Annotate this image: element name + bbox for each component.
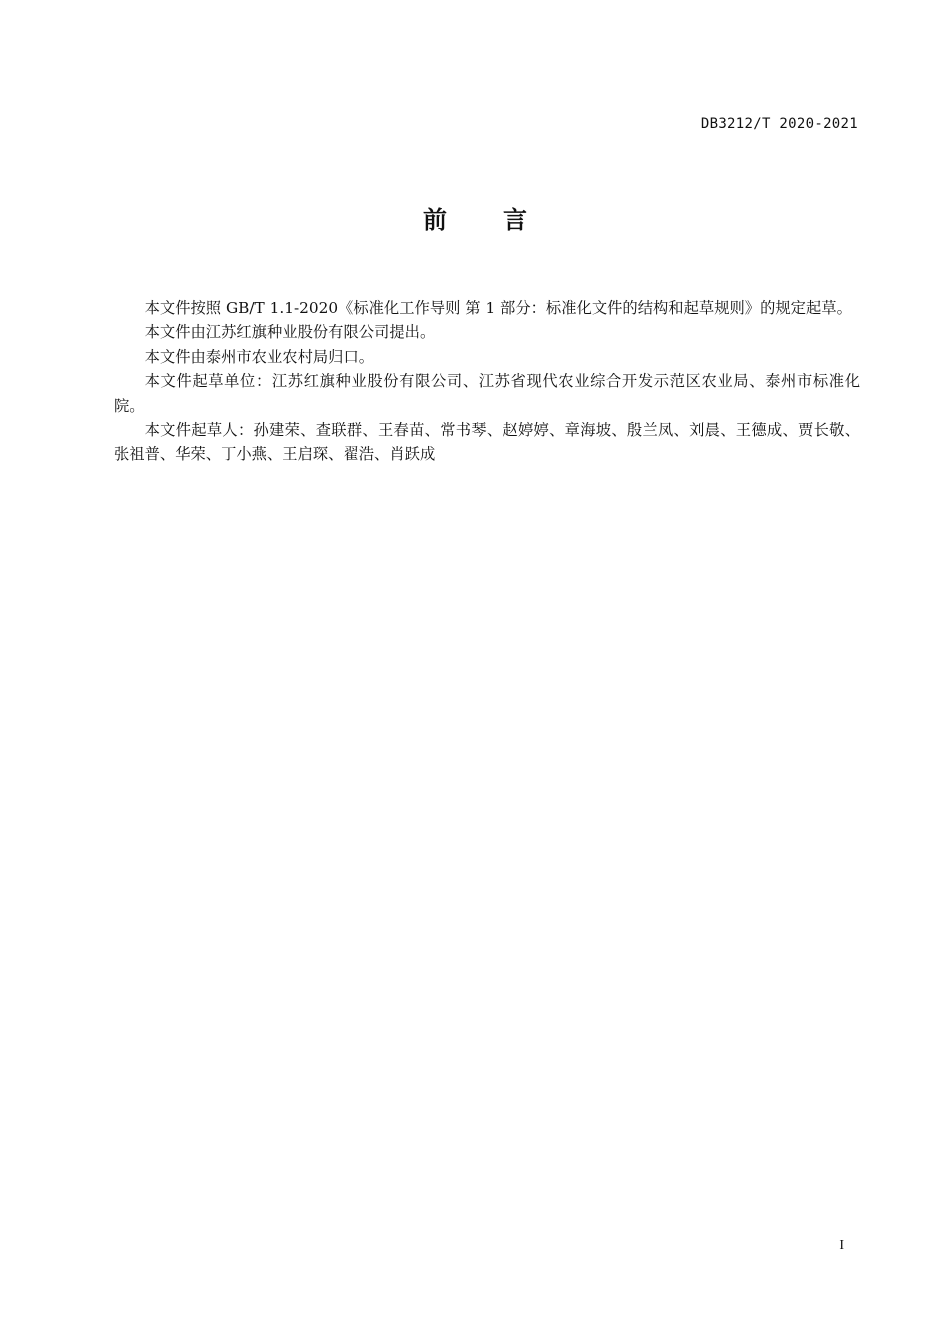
document-code: DB3212/T 2020-2021 <box>700 116 858 132</box>
paragraph-standard-reference: 本文件按照 GB/T 1.1-2020《标准化工作导则 第 1 部分：标准化文件的结构和起草规则》的规定起草。 <box>144 299 852 317</box>
foreword-body <box>114 296 860 467</box>
page-title: 前言 <box>423 206 583 234</box>
page-number: I <box>839 1238 844 1253</box>
paragraph-drafting-units: 本文件起草单位：江苏红旗种业股份有限公司、江苏省现代农业综合开发示范区农业局、泰州市标准化院。 <box>114 372 860 415</box>
paragraph-administrator: 本文件由泰州市农业农村局归口。 <box>144 347 375 366</box>
paragraph-drafters: 本文件起草人：孙建荣、查联群、王春苗、常书琴、赵婷婷、章海坡、殷兰凤、刘晨、王德成、贾长敬、张祖普、华荣、丁小燕、王启琛、翟浩、肖跃成 <box>114 421 860 464</box>
paragraph-proposer: 本文件由江苏红旗种业股份有限公司提出。 <box>144 323 436 342</box>
